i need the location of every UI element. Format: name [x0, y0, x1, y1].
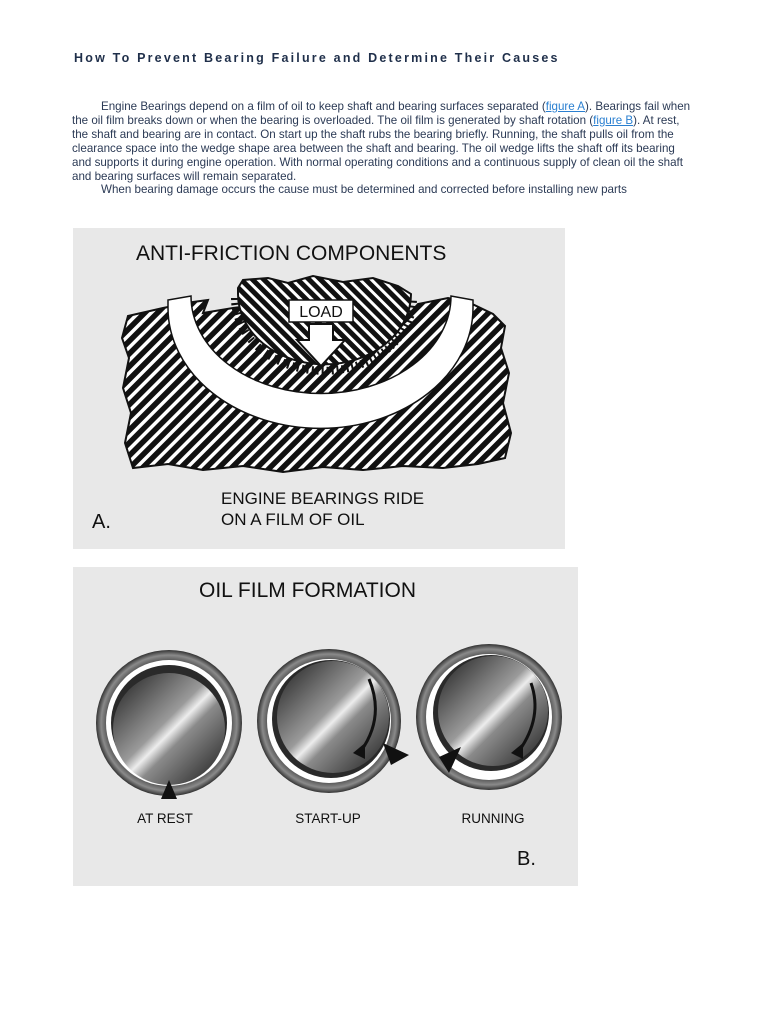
para2-text: When bearing damage occurs the cause must be determined and corrected before installing new parts	[101, 183, 627, 197]
page-title: How To Prevent Bearing Failure and Determine Their Causes	[74, 51, 560, 65]
fig-a-caption-1: ENGINE BEARINGS RIDE	[221, 489, 425, 508]
label-start-up: START-UP	[295, 811, 361, 826]
load-label: LOAD	[299, 304, 343, 321]
bearing-at-rest	[96, 650, 242, 799]
body-text	[72, 100, 692, 197]
figure-b-link[interactable]: figure B	[593, 113, 634, 127]
figure-b	[73, 567, 578, 886]
para1-text-3: ). At rest, the shaft and bearing are in contact. On start up the shaft rubs the bearing briefly. Running, the shaft pulls oil from the clearance space into the wedge shape area between the shaft and bearing. The oil wedge lifts the shaft off its bearing and supports it during engine operation. With normal operating conditions and a continuous supply of clean oil the shaft and bearing surfaces will remain separated.	[72, 113, 683, 183]
label-at-rest: AT REST	[137, 811, 193, 826]
fig-a-letter: A.	[92, 511, 111, 533]
paragraph-2	[72, 183, 692, 197]
fig-a-title: ANTI-FRICTION COMPONENTS	[136, 242, 447, 265]
figure-a-link[interactable]: figure A	[545, 100, 586, 113]
paragraph-1	[72, 100, 692, 183]
para1-text-2: ). Bearings fail when the oil film breaks down or when the bearing is overloaded. The oil film is generated by shaft rotation (	[72, 100, 691, 127]
bearing-running	[416, 644, 562, 790]
figure-a	[73, 228, 565, 549]
fig-b-letter: B.	[517, 848, 536, 870]
label-running: RUNNING	[461, 811, 525, 826]
fig-a-caption-2: ON A FILM OF OIL	[221, 510, 365, 529]
bearing-start-up	[257, 649, 409, 793]
fig-b-title: OIL FILM FORMATION	[199, 579, 417, 602]
para1-text-1: Engine Bearings depend on a film of oil to keep shaft and bearing surfaces separated (	[101, 100, 546, 113]
